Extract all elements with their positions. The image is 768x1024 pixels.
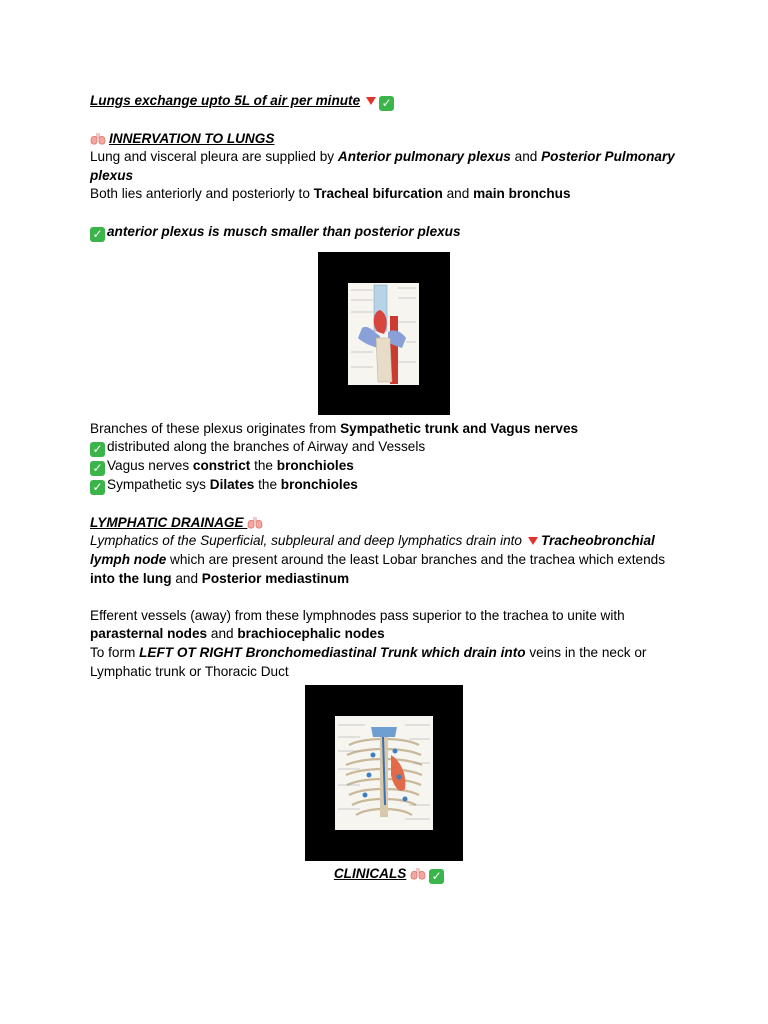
branches-item-3: [90, 476, 690, 495]
lungs-icon: [247, 516, 263, 530]
innervation-line2-and: and: [442, 186, 474, 202]
air-exchange-text: Lungs exchange upto 5L of air per minute: [90, 93, 361, 108]
tracheal-bifurcation-term: Tracheal bifurcation: [313, 186, 443, 202]
innervation-line2-text: Both lies anteriorly and posteriorly to: [90, 186, 314, 202]
lymphatic-p3-text: To form: [90, 644, 140, 660]
branches-item3-text: Sympathetic sys: [107, 477, 210, 493]
lymphatic-drainage-image: [305, 685, 463, 861]
branches-item1-text: distributed along the branches of Airway and Vessels: [107, 439, 426, 455]
anterior-plexus-term: Anterior pulmonary plexus: [337, 149, 511, 165]
sympathetic-vagus-term: Sympathetic trunk and Vagus nerves: [340, 420, 579, 436]
lymphatic-heading: [90, 514, 690, 533]
document-page: [90, 92, 690, 884]
lymphatic-paragraph-2: [90, 607, 690, 644]
branches-item-2: [90, 457, 690, 476]
lungs-icon: [410, 867, 426, 881]
branches-text: Branches of these plexus originates from: [90, 420, 341, 436]
check-mark-icon: ✓: [90, 461, 105, 476]
posterior-mediastinum-term: Posterior mediastinum: [201, 570, 350, 586]
innervation-note-text: anterior plexus is musch smaller than posterior plexus: [107, 223, 461, 239]
lymphatic-paragraph-3: [90, 644, 690, 681]
bronchioles-term: bronchioles: [280, 477, 358, 493]
check-mark-icon: ✓: [90, 227, 105, 242]
bronchioles-term: bronchioles: [276, 458, 354, 474]
lymphatic-p2-and: and: [207, 626, 238, 642]
posterior-plexus-term: Posterior Pulmonary plexus: [90, 149, 675, 183]
tracheobronchial-node-term: Tracheobronchial lymph node: [90, 533, 655, 567]
innervation-note: [90, 223, 690, 242]
innervation-line-1: [90, 148, 690, 185]
lymphatic-p1-text: which are present around the least Lobar branches and the trachea which extends: [166, 551, 666, 567]
lymphatic-paragraph-1: [90, 532, 690, 588]
innervation-title: INNERVATION TO LUNGS: [109, 130, 275, 146]
branches-item3-the: the: [254, 477, 281, 493]
check-mark-icon: ✓: [429, 869, 444, 884]
check-mark-icon: ✓: [379, 96, 394, 111]
dilates-term: Dilates: [209, 477, 255, 493]
innervation-line1-and: and: [510, 149, 542, 165]
bronchomediastinal-trunk-term: LEFT OT RIGHT Bronchomediastinal Trunk which drain into: [139, 644, 526, 660]
innervation-line1-text: Lung and visceral pleura are supplied by: [90, 149, 338, 165]
red-triangle-down-icon: [366, 97, 376, 105]
parasternal-nodes-term: parasternal nodes: [90, 626, 208, 642]
red-triangle-down-icon: [528, 537, 538, 545]
pulmonary-plexus-image: [318, 252, 450, 415]
lymphatic-p2-text: Efferent vessels (away) from these lymphnodes pass superior to the trachea to unite with: [90, 607, 625, 623]
lymphatic-p1-and: and: [171, 570, 202, 586]
main-bronchus-term: main bronchus: [473, 186, 571, 202]
clinicals-title: CLINICALS: [333, 866, 407, 882]
into-lung-term: into the lung: [90, 570, 172, 586]
lymphatic-p1-italic: Lymphatics of the Superficial, subpleural and deep lymphatics drain into: [90, 533, 522, 549]
lymphatic-illustration: [305, 685, 463, 861]
lymphatic-title: LYMPHATIC DRAINAGE: [90, 514, 248, 530]
check-mark-icon: ✓: [90, 442, 105, 457]
branches-item2-text: Vagus nerves: [107, 458, 193, 474]
branches-line: [90, 420, 690, 439]
branches-item-1: [90, 438, 690, 457]
lymphatic-p3-rest: veins in the neck or Lymphatic trunk or Thoracic Duct: [90, 644, 647, 679]
innervation-heading: [90, 130, 690, 149]
plexus-illustration: [318, 252, 450, 415]
heading-air-exchange: [90, 92, 690, 111]
clinicals-heading: [90, 865, 690, 884]
constrict-term: constrict: [192, 458, 251, 474]
brachiocephalic-nodes-term: brachiocephalic nodes: [237, 626, 385, 642]
innervation-line-2: [90, 185, 690, 204]
branches-item2-the: the: [250, 458, 277, 474]
lungs-icon: [90, 132, 106, 146]
check-mark-icon: ✓: [90, 480, 105, 495]
